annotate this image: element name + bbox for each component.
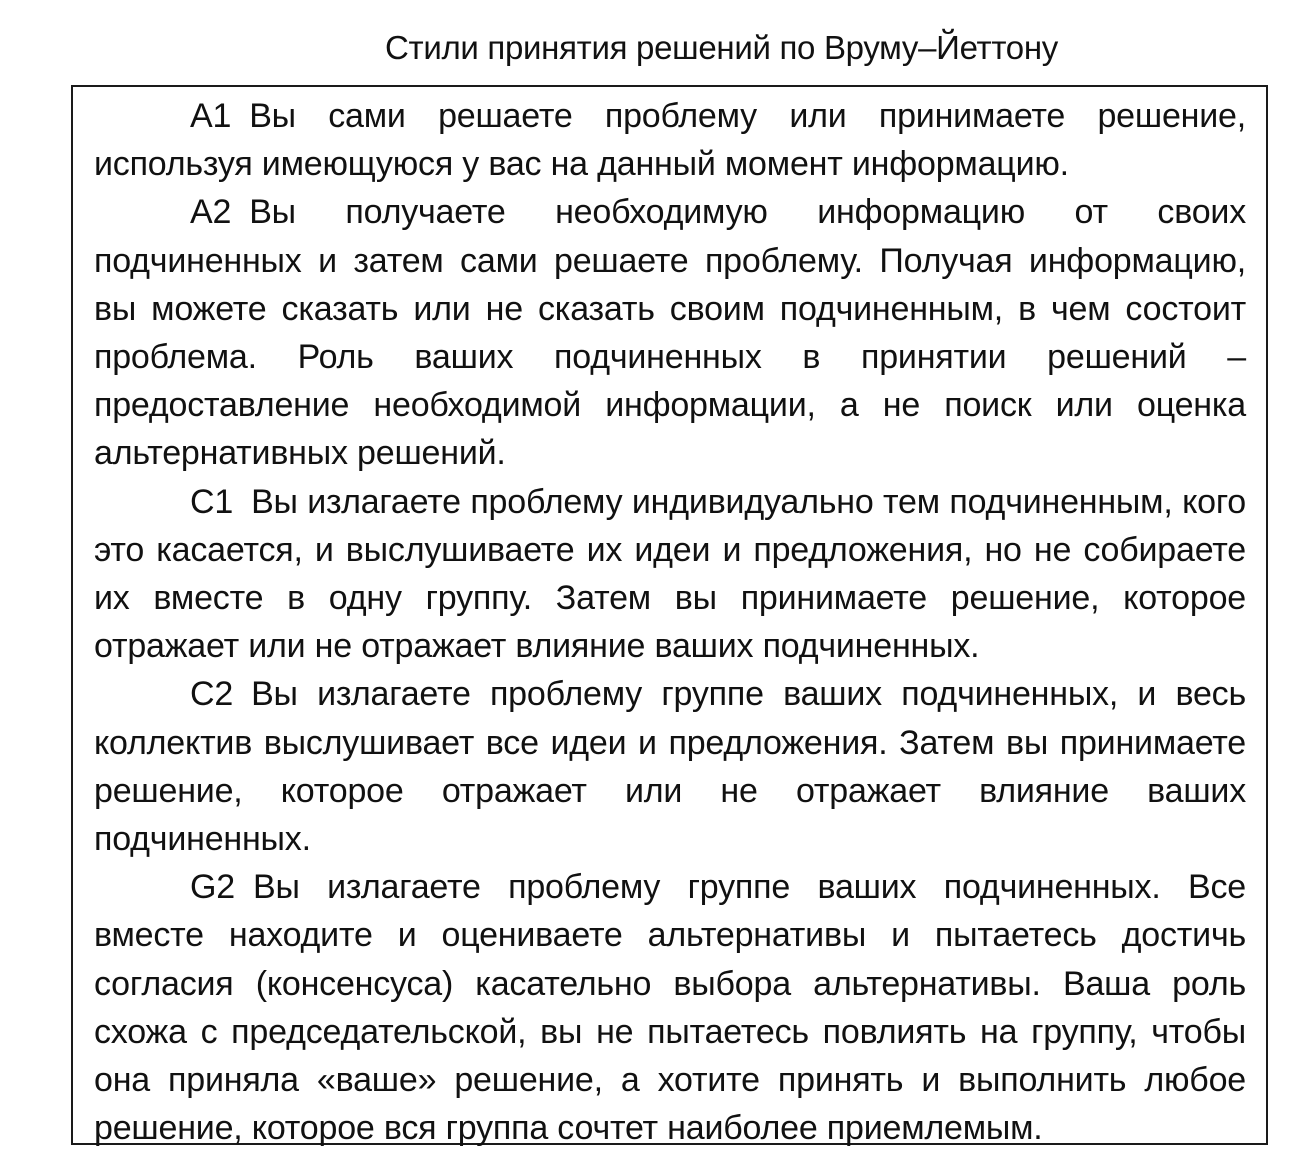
style-code: С2 xyxy=(190,675,234,714)
style-code: С1 xyxy=(190,482,234,521)
paragraph-text: Вы сами решаете проблему или принимаете решение, используя имеющуюся у вас на данный момент информацию. xyxy=(94,97,1246,184)
paragraph-a2 xyxy=(94,188,1246,477)
paragraph-a1 xyxy=(94,92,1246,188)
paragraph-text: Вы излагаете проблему индивидуально тем подчиненным, кого это касается, и выслушиваете их идеи и предложения, но не собираете их вместе в одну группу. Затем вы принимаете решение, которое отражает или не отражает влияние ваших подчиненных. xyxy=(94,482,1246,666)
style-code: А2 xyxy=(190,193,232,232)
paragraph-c2 xyxy=(94,670,1246,863)
paragraph-text: Вы излагаете проблему группе ваших подчиненных. Все вместе находите и оцениваете альтернативы и пытаетесь достичь согласия (консенсуса) касательно выбора альтернативы. Ваша роль схожа с председательской, вы не пытаетесь повлиять на группу, чтобы она приняла «ваше» решение, а хотите принять и выполнить любое решение, которое вся группа сочтет наиболее приемлемым. xyxy=(94,868,1246,1148)
paragraph-text: Вы получаете необходимую информацию от своих подчиненных и затем сами решаете проблему. Получая информацию, вы можете сказать или не сказать своим подчиненным, в чем состоит проблема. Роль ваших подчиненных в принятии решений – предоставление необходимой информации, а не поиск или оценка альтернативных решений. xyxy=(94,193,1246,473)
page-title: Стили принятия решений по Вруму–Йеттону xyxy=(384,29,1058,66)
paragraph-g2 xyxy=(94,863,1246,1152)
style-code: G2 xyxy=(190,868,235,907)
text-box xyxy=(94,92,1246,1152)
paragraph-text: Вы излагаете проблему группе ваших подчиненных, и весь коллектив выслушивает все идеи и предложения. Затем вы принимаете решение, которое отражает или не отражает влияние ваших подчиненных. xyxy=(94,675,1246,859)
paragraph-c1 xyxy=(94,478,1246,671)
style-code: А1 xyxy=(190,97,232,135)
